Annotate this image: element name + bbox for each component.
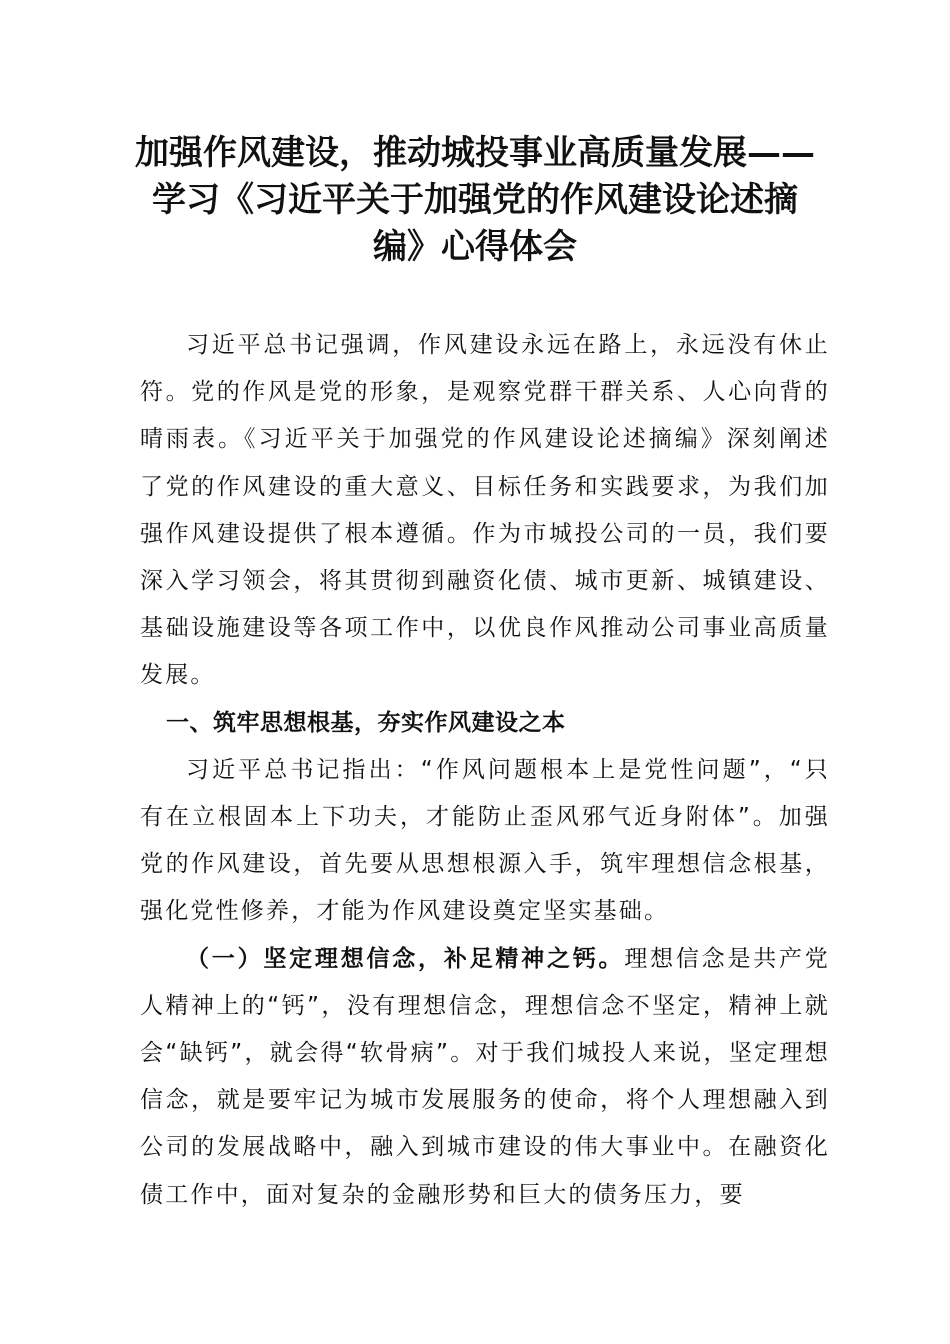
subsection-1-lead: （一）坚定理想信念，补足精神之钙。 <box>186 945 625 972</box>
title-line-3: 编》心得体会 <box>373 227 577 267</box>
section-heading-1: 一、筑牢思想根基，夯实作风建设之本 <box>166 709 566 736</box>
title-line-2: 学习《习近平关于加强党的作风建设论述摘 <box>152 180 798 220</box>
title-line-1: 加强作风建设，推动城投事业高质量发展—— <box>135 133 815 173</box>
subsection-1-text: 理想信念是共产党人精神上的“钙”，没有理想信念，理想信念不坚定，精神上就会“缺钙”，就会得“软骨病”。对于我们城投人来说，坚定理想信念，就是要牢记为城市发展服务的使命，将个人理想融入到公司的发展战略中，融入到城市建设的伟大事业中。在融资化债工作中，面对复杂的金融形势和巨大的债务压力，要 <box>140 945 830 1208</box>
document-title <box>100 130 850 271</box>
subsection-1-paragraph <box>140 936 830 1219</box>
intro-paragraph: 习近平总书记强调，作风建设永远在路上，永远没有休止符。党的作风是党的形象，是观察党群干群关系、人心向背的晴雨表。《习近平关于加强党的作风建设论述摘编》深刻阐述了党的作风建设的重大意义、目标任务和实践要求，为我们加强作风建设提供了根本遵循。作为市城投公司的一员，我们要深入学习领会，将其贯彻到融资化债、城市更新、城镇建设、基础设施建设等各项工作中，以优良作风推动公司事业高质量发展。 <box>140 332 830 689</box>
section-1-paragraph: 习近平总书记指出：“作风问题根本上是党性问题”，“只有在立根固本上下功夫，才能防止歪风邪气近身附体”。加强党的作风建设，首先要从思想根源入手，筑牢理想信念根基，强化党性修养，才能为作风建设奠定坚实基础。 <box>140 756 830 925</box>
document-body <box>140 322 830 1219</box>
